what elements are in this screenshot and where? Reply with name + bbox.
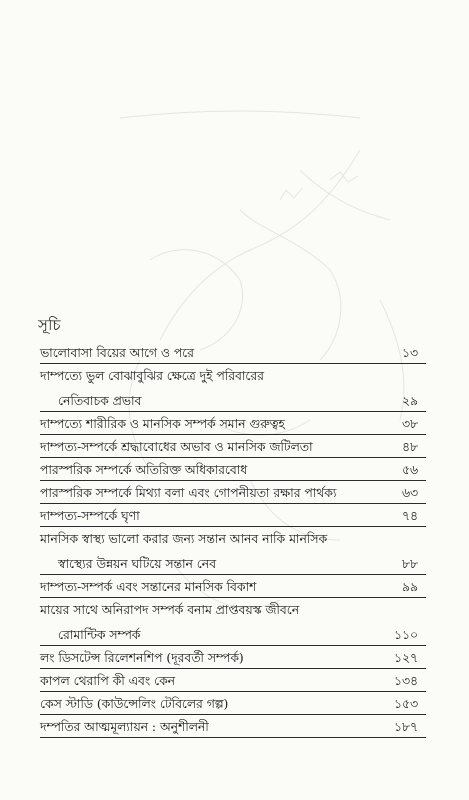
toc-entry-page: ৮৮ bbox=[402, 557, 418, 571]
toc-entry bbox=[40, 580, 426, 595]
divider bbox=[40, 574, 426, 575]
toc-entry-page: ৫৬ bbox=[402, 463, 418, 477]
toc-entry-title: দাম্পত্যে ভুল বোঝাবুঝির ক্ষেত্রে দুই পরিবারের bbox=[40, 369, 264, 383]
toc-entry-title: দম্পতির আত্মমূল্যায়ন : অনুশীলনী bbox=[40, 720, 209, 734]
toc-entry bbox=[40, 509, 426, 524]
toc-entry-title: দাম্পত্যে শারীরিক ও মানসিক সম্পর্ক সমান গুরুত্বহ bbox=[40, 417, 285, 431]
toc-entry-title: মানসিক স্বাস্থ্য ভালো করার জন্য সন্তান আনব নাকি মানসিক bbox=[40, 532, 328, 546]
divider bbox=[40, 434, 426, 435]
divider bbox=[40, 480, 426, 481]
toc-entry bbox=[40, 440, 426, 455]
toc-entry-page: ১২৭ bbox=[394, 651, 418, 665]
divider bbox=[40, 597, 426, 598]
toc-entry-page: ১৩৪ bbox=[394, 674, 418, 688]
toc-entry-title: দাম্পত্য-সম্পর্ক এবং সন্তানের মানসিক বিকাশ bbox=[40, 580, 257, 594]
toc-entry-page: ৭৪ bbox=[402, 509, 418, 523]
toc-entry-page: ১৩ bbox=[402, 346, 418, 360]
divider bbox=[40, 691, 426, 692]
toc-entry-page: ৪৮ bbox=[402, 440, 418, 454]
toc-entry-page: ৯৯ bbox=[402, 580, 418, 594]
divider bbox=[40, 411, 426, 412]
toc-entry bbox=[40, 486, 426, 501]
toc-entry-page: ৬৩ bbox=[402, 486, 418, 500]
toc-entry-page: ১৮৭ bbox=[394, 720, 418, 734]
contents-heading: সূচি bbox=[38, 316, 61, 334]
toc-entry-title: পারস্পরিক সম্পর্কে অতিরিক্ত অধিকারবোধ bbox=[40, 463, 248, 477]
divider bbox=[40, 457, 426, 458]
toc-entry-title-continued: রোমান্টিক সম্পর্ক bbox=[58, 628, 141, 642]
toc-entry bbox=[40, 674, 426, 689]
toc-entry-title: দাম্পত্য-সম্পর্কে ঘৃণা bbox=[40, 509, 140, 523]
divider bbox=[40, 714, 426, 715]
toc-entry bbox=[40, 603, 426, 643]
toc-entry-title: দাম্পত্য-সম্পর্কে শ্রদ্ধাবোধের অভাব ও মানসিক জটিলতা bbox=[40, 440, 313, 454]
toc-entry bbox=[40, 651, 426, 666]
table-of-contents bbox=[40, 346, 426, 743]
toc-entry-page: ১৫৩ bbox=[394, 697, 418, 711]
divider bbox=[40, 363, 426, 364]
toc-entry-page: ১১০ bbox=[394, 628, 418, 642]
toc-entry bbox=[40, 697, 426, 712]
toc-entry bbox=[40, 417, 426, 432]
toc-entry-title-continued: স্বাস্থ্যের উন্নয়ন ঘটিয়ে সন্তান নেব bbox=[58, 557, 216, 571]
toc-entry-title: মায়ের সাথে অনিরাপদ সম্পর্ক বনাম প্রাপ্তবয়স্ক জীবনে bbox=[40, 603, 300, 617]
divider bbox=[40, 668, 426, 669]
toc-entry-title: পারস্পরিক সম্পর্কে মিথ্যা বলা এবং গোপনীয়তা রক্ষার পার্থক্য bbox=[40, 486, 337, 500]
toc-entry bbox=[40, 369, 426, 409]
toc-entry-page: ২৯ bbox=[402, 394, 418, 408]
divider bbox=[40, 645, 426, 646]
toc-entry-title: কেস স্টাডি (কাউন্সেলিং টেবিলের গল্প) bbox=[40, 697, 229, 711]
toc-entry-page: ৩৮ bbox=[402, 417, 418, 431]
toc-entry bbox=[40, 720, 426, 735]
divider bbox=[40, 737, 426, 738]
toc-entry-title: লং ডিসটেন্স রিলেশনশিপ (দূরবর্তী সম্পর্ক) bbox=[40, 651, 244, 665]
divider bbox=[40, 526, 426, 527]
toc-entry-title: কাপল থেরাপি কী এবং কেন bbox=[40, 674, 176, 688]
toc-entry bbox=[40, 463, 426, 478]
toc-entry-title: ভালোবাসা বিয়ের আগে ও পরে bbox=[40, 346, 194, 360]
toc-entry bbox=[40, 346, 426, 361]
divider bbox=[40, 503, 426, 504]
toc-entry bbox=[40, 532, 426, 572]
toc-entry-title-continued: নেতিবাচক প্রভাব bbox=[58, 394, 142, 408]
